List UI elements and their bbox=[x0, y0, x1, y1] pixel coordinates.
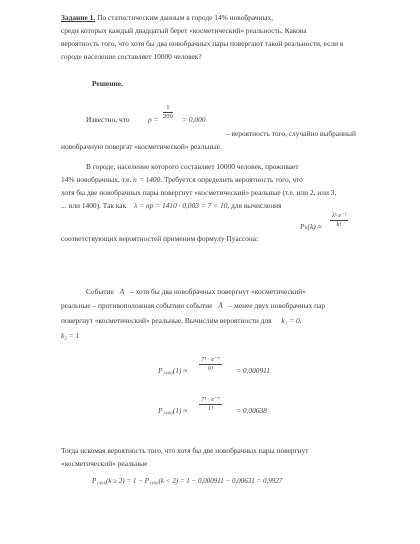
formula-1-lhs: P₁₄₀₀(1) ≈ bbox=[158, 366, 188, 375]
formula-2-lhs: P₁₄₀₀(1) ≈ bbox=[158, 406, 188, 415]
task-text-1: По статистическим данным в городе 14% новобрачных, bbox=[97, 13, 274, 22]
formula-1-den: 0! bbox=[207, 365, 214, 372]
poisson-lhs: Pₙ(k) ≈ bbox=[300, 222, 322, 231]
p1-suffix: – вероятность того, случайно выбранный bbox=[226, 129, 356, 138]
task-line-4: городе население составляет 10000 человек? bbox=[61, 52, 202, 61]
formula-1-num: 7¹ · e⁻⁷ bbox=[201, 356, 220, 363]
poisson-fraction bbox=[330, 212, 348, 229]
p4-line-2: «косметический» реальные bbox=[61, 459, 148, 468]
task-line-1 bbox=[61, 13, 273, 22]
poisson-den: k! bbox=[336, 221, 342, 228]
formula-2-den: 1! bbox=[207, 405, 214, 412]
p2-line-2 bbox=[61, 175, 303, 184]
formula-2-fraction bbox=[199, 396, 222, 413]
solution-label: Решение. bbox=[92, 79, 123, 88]
p4-line-1: Тогда искомая вероятность того, что хотя бы две новобрачных пары повергнут bbox=[61, 446, 309, 455]
p2-line-4-a: ... или 1400). Так как bbox=[61, 201, 127, 210]
p2-line-4-b: , для вычисления bbox=[227, 201, 282, 210]
p2-line-2-a: 14% новобрачных, т.е. bbox=[61, 175, 132, 184]
p1-p-lhs: p = bbox=[148, 115, 159, 124]
formula-2-num: 7¹ · e⁻⁷ bbox=[201, 396, 220, 403]
p3-line-1-a: Событие bbox=[86, 287, 114, 296]
p3-line-4: k₂ = 1 bbox=[61, 331, 80, 340]
formula-1-rhs: = 0,000911 bbox=[236, 366, 271, 375]
p3-line-2 bbox=[61, 301, 325, 310]
p2-line-1: В городе, население которого составляет 10000 человек, проживает bbox=[86, 162, 299, 171]
p3-event-a: A bbox=[119, 287, 125, 296]
p3-line-3 bbox=[61, 316, 301, 325]
p3-line-3-a: повергнут «косметический» реальные. Вычислим вероятности для bbox=[61, 316, 272, 325]
p1-frac-den: 200 bbox=[163, 113, 173, 120]
p2-line-2-b: . Требуется определить вероятность того, что bbox=[160, 175, 303, 184]
formula-2-rhs: = 0,00638 bbox=[236, 406, 267, 415]
p2-n-value: n = 1400 bbox=[133, 175, 161, 184]
poisson-num: λᵏ e⁻ᶠ bbox=[332, 212, 346, 219]
p2-line-3: хотя бы две новобрачных пары повергнут «косметический» реальные (т.е. или 2, или 3, bbox=[61, 188, 337, 197]
p3-event-a-bar: Ā bbox=[218, 301, 223, 310]
p3-line-1-b: – хотя бы два новобрачных повергнут «косметический» bbox=[130, 287, 306, 296]
p1-fraction bbox=[163, 104, 173, 121]
task-line-2: среди которых каждый двадцатый берет «косметический» реальность. Какова bbox=[61, 26, 307, 35]
p2-line-5: соответствующих вероятностей применим формулу Пуассона: bbox=[61, 234, 259, 243]
p2-line-4 bbox=[61, 201, 282, 210]
final-formula: P₁₄₀₀(k ≥ 2) = 1 − P₁₄₀₀(k < 2) = 1 − 0,000911 − 0,00631 = 0,9927 bbox=[92, 477, 283, 485]
p1-line-2: новобрачную повергат «косметической» реальные. bbox=[61, 142, 222, 151]
p2-lambda-formula: λ = np = 1410 · 0,003 = 7 < 10 bbox=[134, 201, 228, 210]
p1-p-rhs: = 0,000 bbox=[182, 115, 206, 124]
p3-k1: k₁ = 0, bbox=[281, 316, 302, 325]
formula-1-fraction bbox=[199, 356, 222, 373]
p1-prefix: Известно, что bbox=[86, 115, 130, 124]
task-line-3: вероятность того, что хотя бы два новобрачных пары повергают такой реальности, если в bbox=[61, 39, 344, 48]
p3-line-2-b: – менее двух новобрачных пар bbox=[228, 301, 326, 310]
p3-line-1 bbox=[86, 287, 306, 296]
p1-frac-num: 1 bbox=[163, 104, 173, 113]
p3-line-2-a: реальные – противоположная событию событие bbox=[61, 301, 213, 310]
task-heading: Задание 1. bbox=[61, 13, 96, 22]
